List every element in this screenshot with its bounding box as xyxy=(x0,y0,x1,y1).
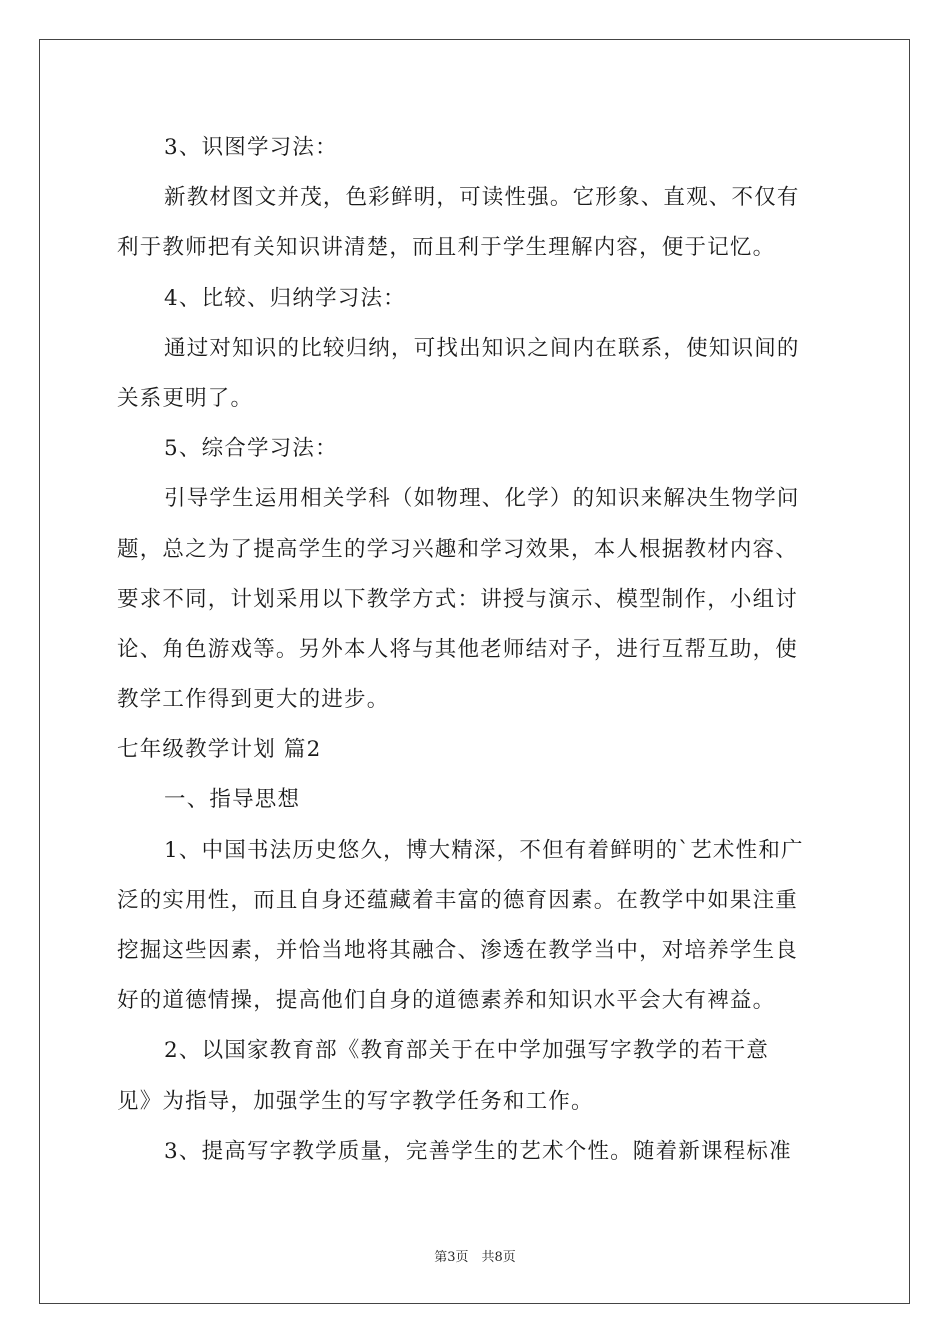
text-line: 关系更明了。 xyxy=(117,385,254,411)
text-line: 教学工作得到更大的进步。 xyxy=(117,687,390,713)
text-line: 题，总之为了提高学生的学习兴趣和学习效果，本人根据教材内容、 xyxy=(117,536,799,562)
text-line: 见》为指导，加强学生的写字教学任务和工作。 xyxy=(117,1088,594,1114)
text-line: 论、角色游戏等。另外本人将与其他老师结对子，进行互帮互助，使 xyxy=(117,636,799,662)
text-line: 3、识图学习法： xyxy=(164,135,338,160)
text-line: 利于教师把有关知识讲清楚，而且利于学生理解内容，便于记忆。 xyxy=(117,235,776,261)
text-line: 5、综合学习法： xyxy=(164,436,338,462)
text-line: 泛的实用性，而且自身还蕴藏着丰富的德育因素。在教学中如果注重 xyxy=(117,887,799,913)
text-line: 3、提高写字教学质量，完善学生的艺术个性。随着新课程标准 xyxy=(164,1138,792,1164)
text-line: 要求不同，计划采用以下教学方式：讲授与演示、模型制作，小组讨 xyxy=(117,586,799,612)
document-body xyxy=(117,123,833,1177)
text-line: 新教材图文并茂，色彩鲜明，可读性强。它形象、直观、不仅有 xyxy=(164,185,800,211)
text-line: 2、以国家教育部《教育部关于在中学加强写字教学的若干意 xyxy=(164,1038,770,1064)
text-line: 引导学生运用相关学科（如物理、化学）的知识来解决生物学问 xyxy=(164,486,800,512)
section-heading: 七年级教学计划 篇2 xyxy=(117,737,322,763)
subsection-heading: 一、指导思想 xyxy=(164,787,301,813)
page-number-footer: 第3页 共8页 xyxy=(434,1250,516,1265)
text-line: 1、中国书法历史悠久，博大精深，不但有着鲜明的`艺术性和广 xyxy=(164,837,804,863)
text-line: 挖掘这些因素，并恰当地将其融合、渗透在教学当中，对培养学生良 xyxy=(117,938,799,963)
text-line: 好的道德情操，提高他们自身的道德素养和知识水平会大有裨益。 xyxy=(117,988,776,1014)
text-line: 4、比较、归纳学习法： xyxy=(164,285,406,311)
text-line: 通过对知识的比较归纳，可找出知识之间内在联系，使知识间的 xyxy=(164,335,800,361)
